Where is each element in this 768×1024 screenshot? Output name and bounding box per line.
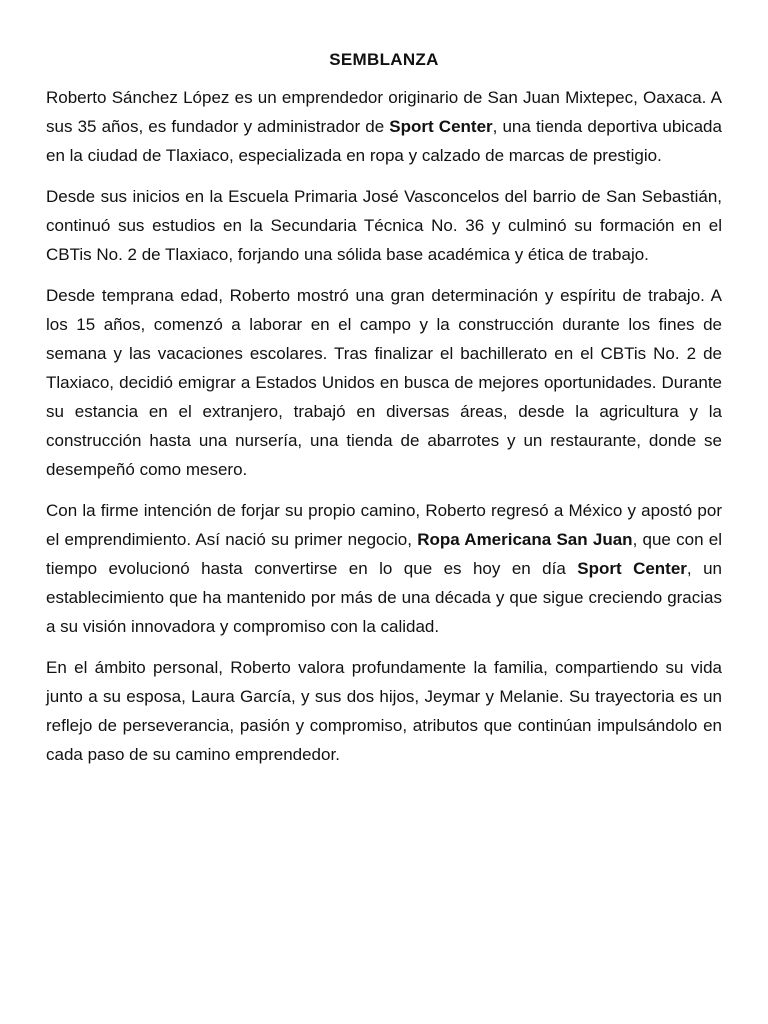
paragraph-text: , que con el tiempo evolucionó hasta convertirse en lo que es hoy en día (46, 530, 723, 578)
paragraph (46, 653, 722, 769)
document-body (46, 83, 722, 769)
bold-text: Sport Center (389, 117, 493, 136)
paragraph-text: Roberto Sánchez López es un emprendedor originario de San Juan Mixtepec, Oaxaca. A sus 35 años, es fundador y administrador de (46, 88, 722, 136)
bold-text: Ropa Americana San Juan (417, 530, 633, 549)
paragraph-text: Desde temprana edad, Roberto mostró una gran determinación y espíritu de trabajo. A los 15 años, comenzó a laborar en el campo y la construcción durante los fines de semana y las vacaciones escolares. Tras finalizar el bachillerato en el CBTis No. 2 de Tlaxiaco, decidió emigrar a Estados Unidos en busca de mejores oportunidades. Durante su estancia en el extranjero, trabajó en diversas áreas, desde la agricultura y la construcción hasta una nursería, una tienda de abarrotes y un restaurante, donde se desempeñó como mesero. (46, 286, 722, 479)
paragraph (46, 182, 722, 269)
paragraph (46, 496, 722, 641)
paragraph (46, 281, 722, 484)
paragraph-text: Desde sus inicios en la Escuela Primaria José Vasconcelos del barrio de San Sebastián, continuó sus estudios en la Secundaria Técnica No. 36 y culminó su formación en el CBTis No. 2 de Tlaxiaco, forjando una sólida base académica y ética de trabajo. (46, 187, 722, 264)
document-page (46, 48, 722, 781)
paragraph (46, 83, 722, 170)
paragraph-text: , una tienda deportiva ubicada en la ciudad de Tlaxiaco, especializada en ropa y calzado de marcas de prestigio. (46, 117, 722, 165)
paragraph-text: , un establecimiento que ha mantenido por más de una década y que sigue creciendo gracias a su visión innovadora y compromiso con la calidad. (46, 559, 722, 636)
paragraph-text: Con la firme intención de forjar su propio camino, Roberto regresó a México y apostó por el emprendimiento. Así nació su primer negocio, (46, 501, 722, 549)
bold-text: Sport Center (577, 559, 687, 578)
paragraph-text: En el ámbito personal, Roberto valora profundamente la familia, compartiendo su vida junto a su esposa, Laura García, y sus dos hijos, Jeymar y Melanie. Su trayectoria es un reflejo de perseverancia, pasión y compromiso, atributos que continúan impulsándolo en cada paso de su camino emprendedor. (46, 658, 722, 764)
document-title: SEMBLANZA (329, 50, 439, 69)
